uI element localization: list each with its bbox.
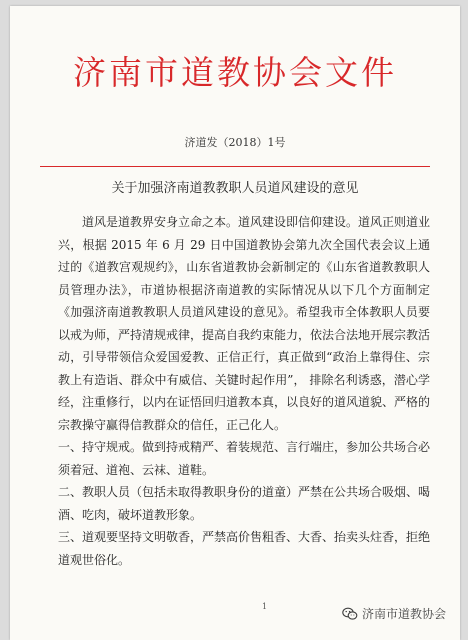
watermark-text: 济南市道教协会 [361,607,446,621]
red-divider-line [40,166,430,167]
page-number: 1 [262,602,268,611]
document-body [58,211,430,571]
document-number: 济道发（2018）1号 [184,136,286,149]
wechat-icon [342,607,358,621]
paragraph-item-2: 二、教职人员（包括未取得教职身份的道童）严禁在公共场合吸烟、喝酒、吃肉，破坏道教形象。 [58,485,431,522]
paragraph-item-1: 一、持守规戒。做到持戒精严、着装规范、言行端庄，参加公共场合必须着冠、道袍、云袜、道鞋。 [58,440,431,477]
document-page [10,6,460,640]
paragraph-item-3: 三、道观要坚持文明敬香，严禁高价售粗香、大香、抬卖头炷香，拒绝道观世俗化。 [58,530,431,567]
document-title: 关于加强济南道教教职人员道风建设的意见 [111,181,359,196]
watermark [342,605,446,622]
document-header-title: 济南市道教协会文件 [73,53,397,92]
paragraph-intro: 道风是道教界安身立命之本。道风建设即信仰建设。道风正则道业兴，根据 2015 年 6 月 29 日中国道教协会第九次全国代表会议上通过的《道教宫观规约》，山东省道教协会新制定的《山东省道教教职人员管理办法》，市道协根据济南道教的实际情况从以下几个方面制定《加强济南道教教职人员道风建设的意见》。希望我市全体教职人员要以戒为师，严持清规戒律，提高自我约束能力，依法合法地开展宗教活动，引导带领信众爱国爱教、正信正行，真正做到“政治上靠得住、宗教上有造诣、群众中有威信、关键时起作用”， 排除名利诱惑，潜心学经，注重修行，以内在证悟回归道教本真，以良好的道风道貌、严格的宗教操守赢得信教群众的信任，正己化人。 [58,215,431,432]
